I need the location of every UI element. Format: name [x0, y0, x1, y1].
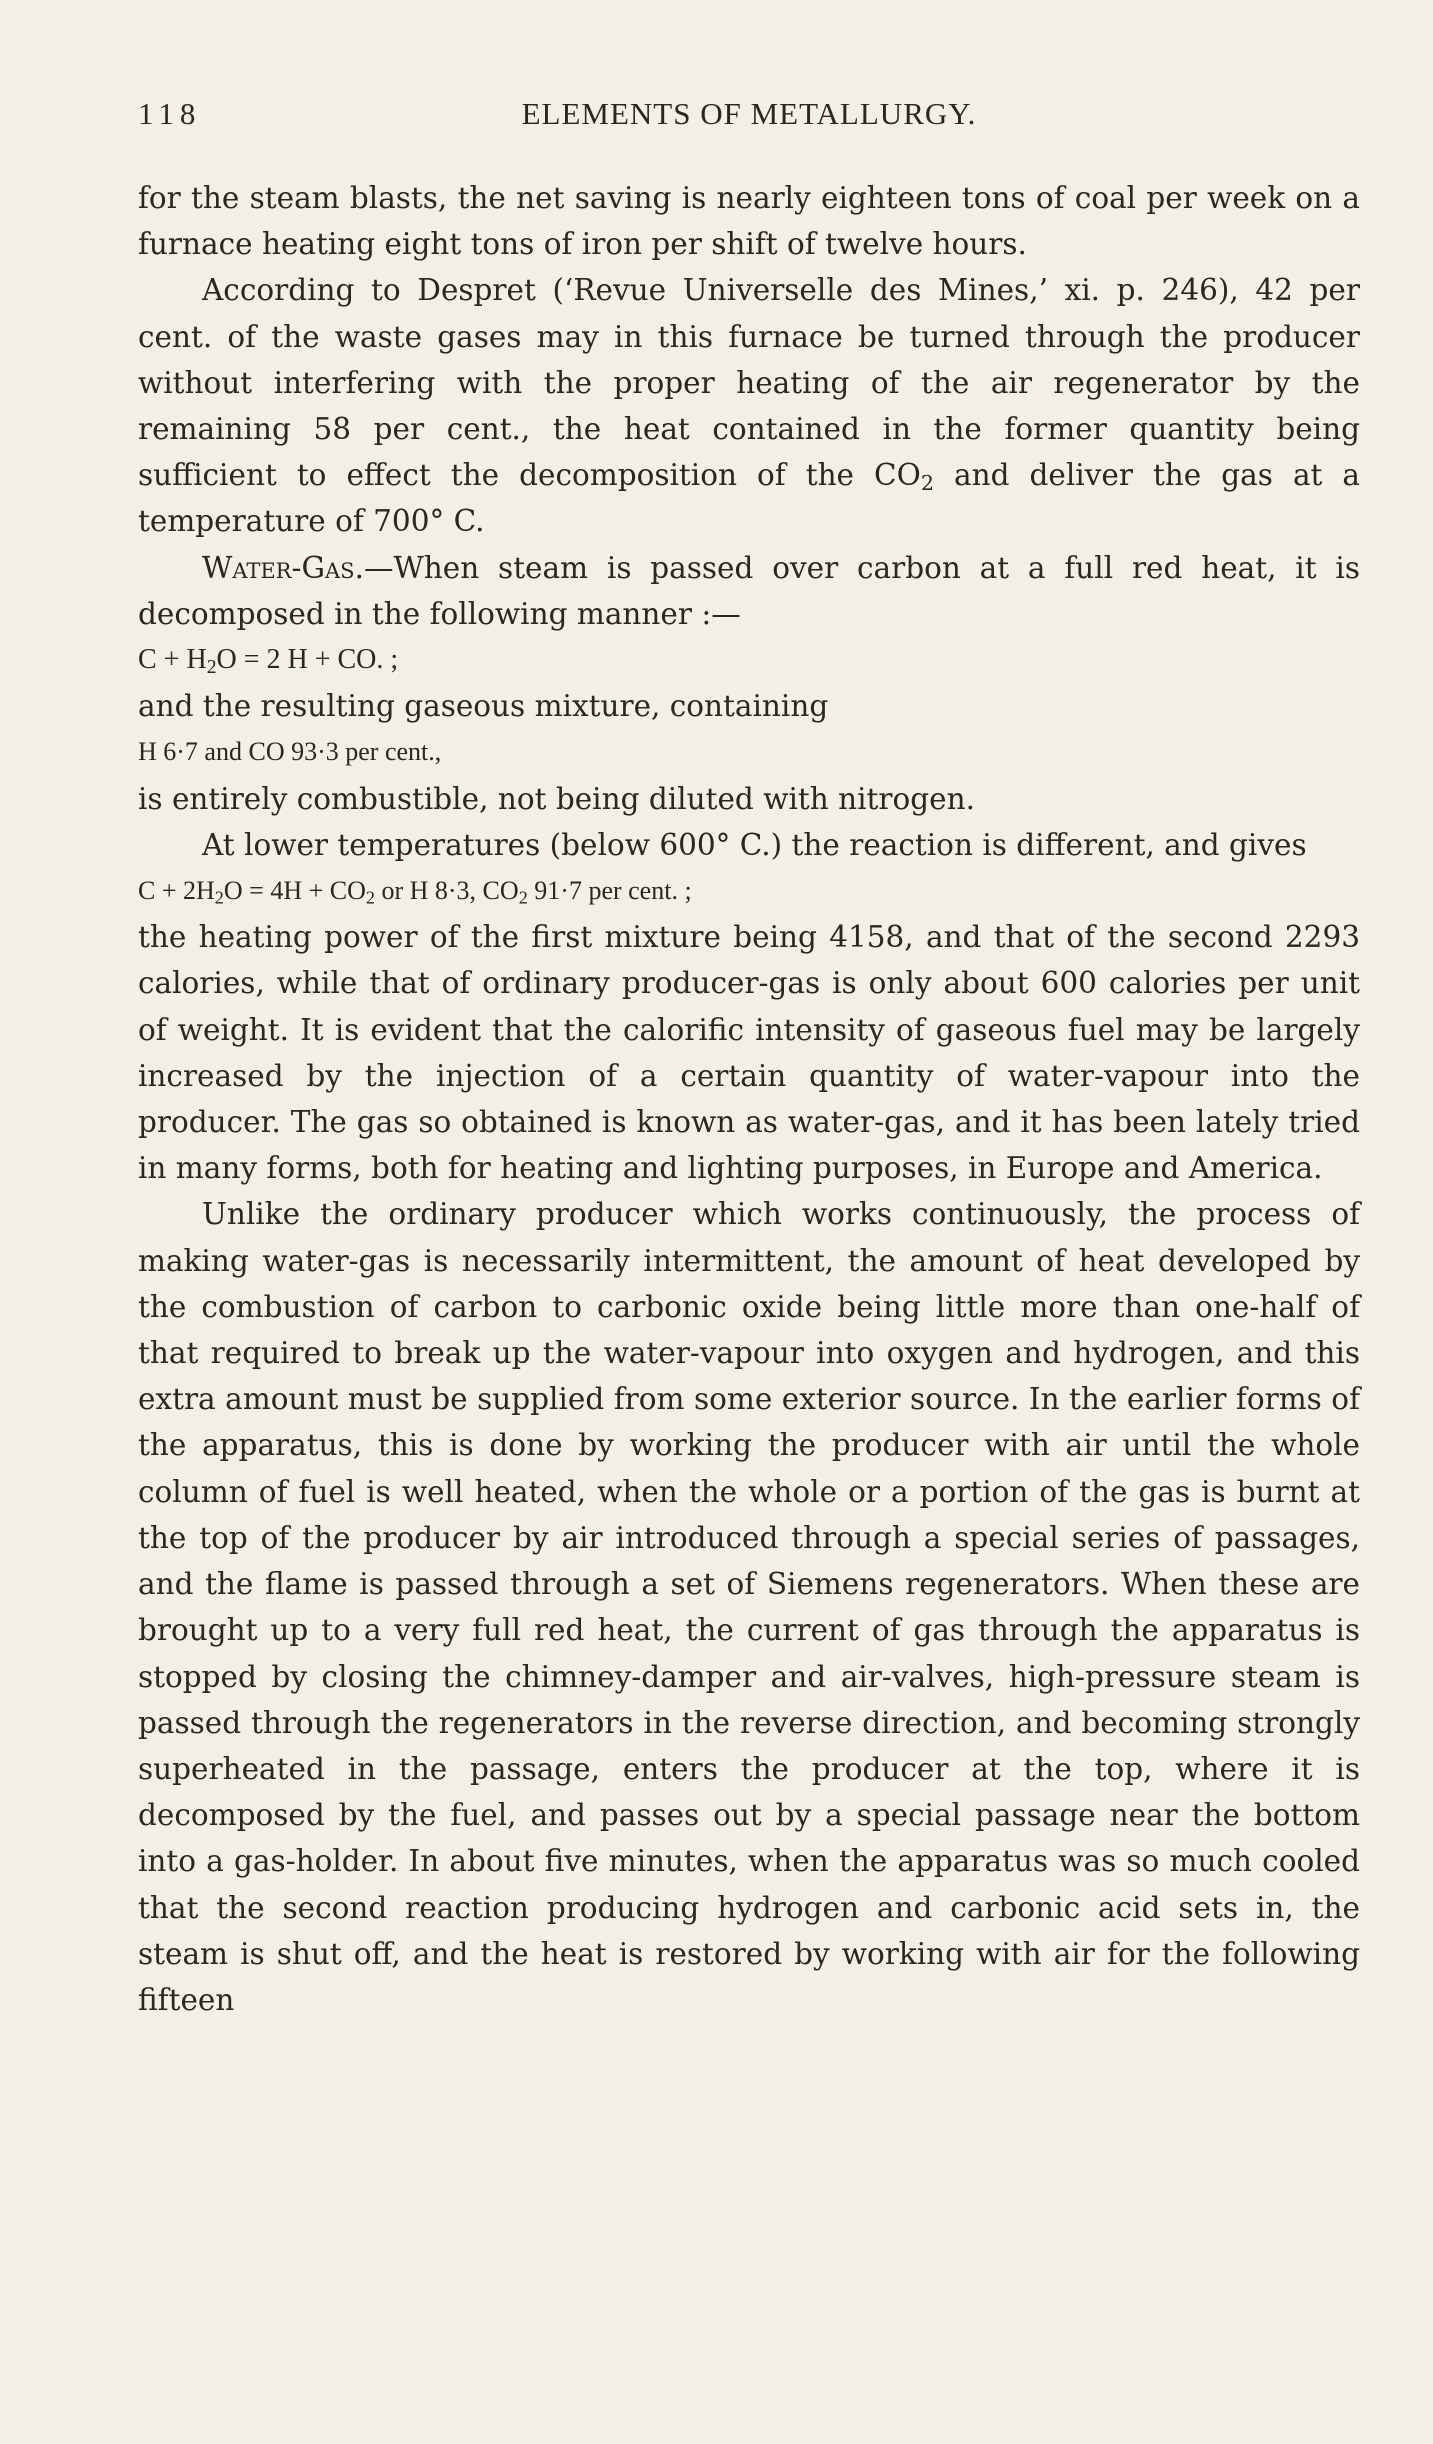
paragraph-4: and the resulting gaseous mixture, containing: [138, 689, 829, 724]
equation-3-part: 91·7 per cent. ;: [527, 876, 692, 906]
subscript: 2: [214, 887, 224, 908]
paragraph-3-text: .—When steam is passed over carbon at a full red heat, it is decomposed in the following manner :—: [138, 550, 1360, 631]
paragraph-2-text-end: and deliver the gas at a temperature of 700° C.: [138, 458, 1361, 539]
page-header: [138, 96, 1360, 146]
paragraph-8: Unlike the ordinary producer which works continuously, the process of making water-gas is necessarily intermittent, the amount of heat developed by the combustion of carbon to carbonic oxide being little more than one-half of that required to break up the water-vapour into oxygen and hydrogen, and this extra amount must be supplied from some exterior source. In the earlier forms of the apparatus, this is done by working the producer with air until the whole column of fuel is well heated, when the whole or a portion of the gas is burnt at the top of the producer by air introduced through a special series of passages, and the flame is passed through a set of Siemens regenerators. When these are brought up to a very full red heat, the current of gas through the apparatus is stopped by closing the chimney-damper and air-valves, high-pressure steam is passed through the regenerators in the reverse direction, and becoming strongly superheated in the passage, enters the producer at the top, where it is decomposed by the fuel, and passes out by a special passage near the bottom into a gas-holder. In about five minutes, when the apparatus was so much cooled that the second reaction producing hydrogen and carbonic acid sets in, the steam is shut off, and the heat is restored by working with air for the following fifteen: [138, 1197, 1360, 2017]
section-heading-water-gas: Water-Gas: [202, 550, 355, 585]
running-title: ELEMENTS OF METALLURGY.: [521, 96, 977, 131]
equation-2: H 6·7 and CO 93·3 per cent.,: [138, 737, 442, 767]
paragraph-5: is entirely combustible, not being diluted with nitrogen.: [138, 781, 975, 816]
page-number: 118: [138, 96, 202, 131]
equation-3-part: C + 2H: [138, 876, 215, 906]
body-text: [138, 175, 1360, 2023]
equation-3-part: O = 4H + CO: [223, 876, 366, 906]
paragraph-7: the heating power of the first mixture being 4158, and that of the second 2293 calories, while that of ordinary producer-gas is only about 600 calories per unit of weight. It is evident that the calorific intensity of gaseous fuel may be largely increased by the injection of a certain quantity of water-vapour into the producer. The gas so obtained is known as water-gas, and it has been lately tried in many forms, both for heating and lighting purposes, in Europe and America.: [138, 920, 1360, 1186]
paragraph-1: for the steam blasts, the net saving is nearly eighteen tons of coal per week on a furnace heating eight tons of iron per shift of twelve hours.: [138, 181, 1360, 262]
equation-3: [138, 868, 1360, 914]
equation-1-part: C + H: [138, 644, 207, 676]
subscript: 2: [365, 887, 375, 908]
subscript: 2: [920, 471, 934, 496]
equation-1-part: O = 2 H + CO. ;: [216, 644, 399, 676]
paragraph-2: [138, 267, 1360, 544]
subscript: 2: [518, 887, 528, 908]
equation-3-part: or H 8·3, CO: [374, 876, 519, 906]
paragraph-2-text: According to Despret (‘Revue Universelle des Mines,’ xi. p. 246), 42 per cent. of the waste gases may in this furnace be turned through the producer without interfering with the proper heating of the air regenerator by the remaining 58 per cent., the heat contained in the former quantity being sufficient to effect the decomposition of the CO: [138, 273, 1360, 493]
subscript: 2: [206, 656, 217, 678]
paragraph-3: [138, 545, 1360, 637]
equation-1: [138, 637, 1360, 683]
paragraph-6: At lower temperatures (below 600° C.) the reaction is different, and gives: [202, 827, 1307, 862]
